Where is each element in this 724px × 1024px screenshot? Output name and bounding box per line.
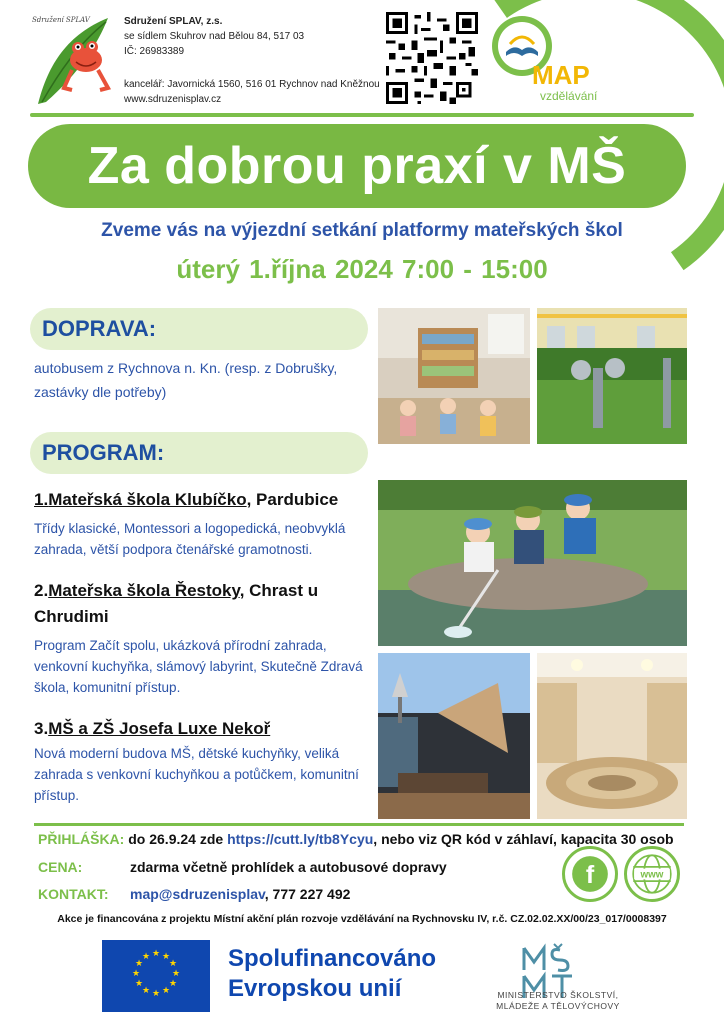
org-name: Sdružení SPLAV, z.s. [124,16,223,27]
org-web[interactable]: www.sdruzenisplav.cz [124,94,222,105]
svg-text:★: ★ [134,959,144,969]
svg-text:★: ★ [131,969,141,979]
header-divider [30,113,694,117]
program-item-2-name: Mateřska škola Řestoky [48,581,240,600]
program-item-1-name: Mateřská škola Klubíčko [48,490,247,509]
cena-label: CENA: [38,859,83,875]
organization-info [124,14,380,107]
program-item-1-heading: 1.Mateřská škola Klubíčko, Pardubice [34,490,339,509]
eu-flag-icon [102,940,210,1012]
contact-phone: , 777 227 492 [264,886,351,902]
prihlaska-row: PŘIHLÁŠKA: do 26.9.24 zde https://cutt.ly/tb8Ycyu, nebo viz QR kód v záhlaví, kapacita 30 osob [38,831,674,847]
event-date: úterý 1.října 2024 7:00 - 15:00 [176,254,548,284]
svg-text:★: ★ [168,979,178,989]
doprava-text: autobusem z Rychnova n. Kn. (resp. z Dobrušky, zastávky dle potřeby) [34,360,338,400]
svg-text:www: www [640,869,664,881]
website-globe-icon[interactable] [624,846,680,902]
org-address: se sídlem Skuhrov nad Bělou 84, 517 03 [124,31,305,42]
photo-modern-building [378,653,530,819]
program-item-3-name: MŠ a ZŠ Josefa Luxe Nekoř [48,719,271,738]
svg-text:★: ★ [171,969,181,979]
registration-link[interactable]: https://cutt.ly/tb8Ycyu [227,831,374,847]
svg-text:★: ★ [161,986,171,996]
svg-text:f: f [585,860,595,889]
kontakt-row [38,886,351,902]
org-office: kancelář: Javornická 1560, 516 01 Rychnov nad Kněžnou [124,79,380,90]
map-vzdelavani-logo [488,14,618,108]
svg-text:★: ★ [134,979,144,989]
facebook-icon[interactable] [562,846,618,902]
program-item-1-desc: Třídy klasické, Montessori a logopedická, neobvyklá zahrada, větší podpora čtenářské gramotnosti. [34,521,346,557]
photo-garden-horns [537,308,687,444]
photo-classroom [378,308,530,444]
svg-text:★: ★ [168,959,178,969]
program-item-2-desc: Program Začít spolu, ukázková přírodní zahrada, venkovní kuchyňka, slámový labyrint, Skutečně Zdravá škola, komunitní přístup. [34,638,363,695]
page-title: Za dobrou praxí v MŠ [87,137,627,195]
splav-frog-logo [28,14,120,108]
funding-note: Akce je financována z projektu Místní akční plán rozvoje vzdělávání na Rychnovsku IV, r.č. CZ.02.02.XX/00/23_017/0008397 [57,913,667,925]
svg-text:★: ★ [141,986,151,996]
subtitle: Zveme vás na výjezdní setkání platformy mateřských škol [101,220,623,241]
photo-children-pond [378,480,687,646]
org-ico: IČ: 26983389 [124,46,185,57]
program-item-3-desc: Nová moderní budova MŠ, dětské kuchyňky, veliká zahrada s venkovní kuchyňkou a potůčkem, komunitní přístup. [34,746,359,803]
svg-text:★: ★ [141,952,151,962]
footer-divider [34,823,684,826]
prihlaska-label: PŘIHLÁŠKA: [38,831,125,847]
msmt-caption: MINISTERSTVO ŠKOLSTVÍ, MLÁDEŽE A TĚLOVÝCHOVY [496,990,620,1011]
kontakt-label: KONTAKT: [38,886,109,902]
contact-email[interactable]: map@sdruzenisplav [130,886,265,902]
logo-lettering: Sdružení SPLAV [32,16,90,24]
section-doprava-label: DOPRAVA: [42,316,157,341]
title-banner [28,124,686,208]
photo-interior-hall [537,653,687,819]
cena-value: zdarma včetně prohlídek a autobusové dopravy [130,859,447,875]
program-item-2-heading: 2.Mateřska škola Řestoky, Chrast u Chrudimi [34,581,319,626]
svg-text:★: ★ [161,952,171,962]
svg-text:★: ★ [151,949,161,959]
section-doprava [30,308,368,350]
map-logo-text: MAP [532,60,590,90]
qr-code[interactable] [386,12,478,104]
section-program-label: PROGRAM: [42,440,165,465]
eu-cofinanced-text: Spolufinancováno Evropskou unií [228,945,437,1002]
section-program [30,432,368,474]
program-item-3-heading: 3.MŠ a ZŠ Josefa Luxe Nekoř [34,719,271,738]
cena-row [38,859,447,875]
svg-text:★: ★ [151,989,161,999]
map-logo-subtext: vzdělávání [540,89,598,103]
